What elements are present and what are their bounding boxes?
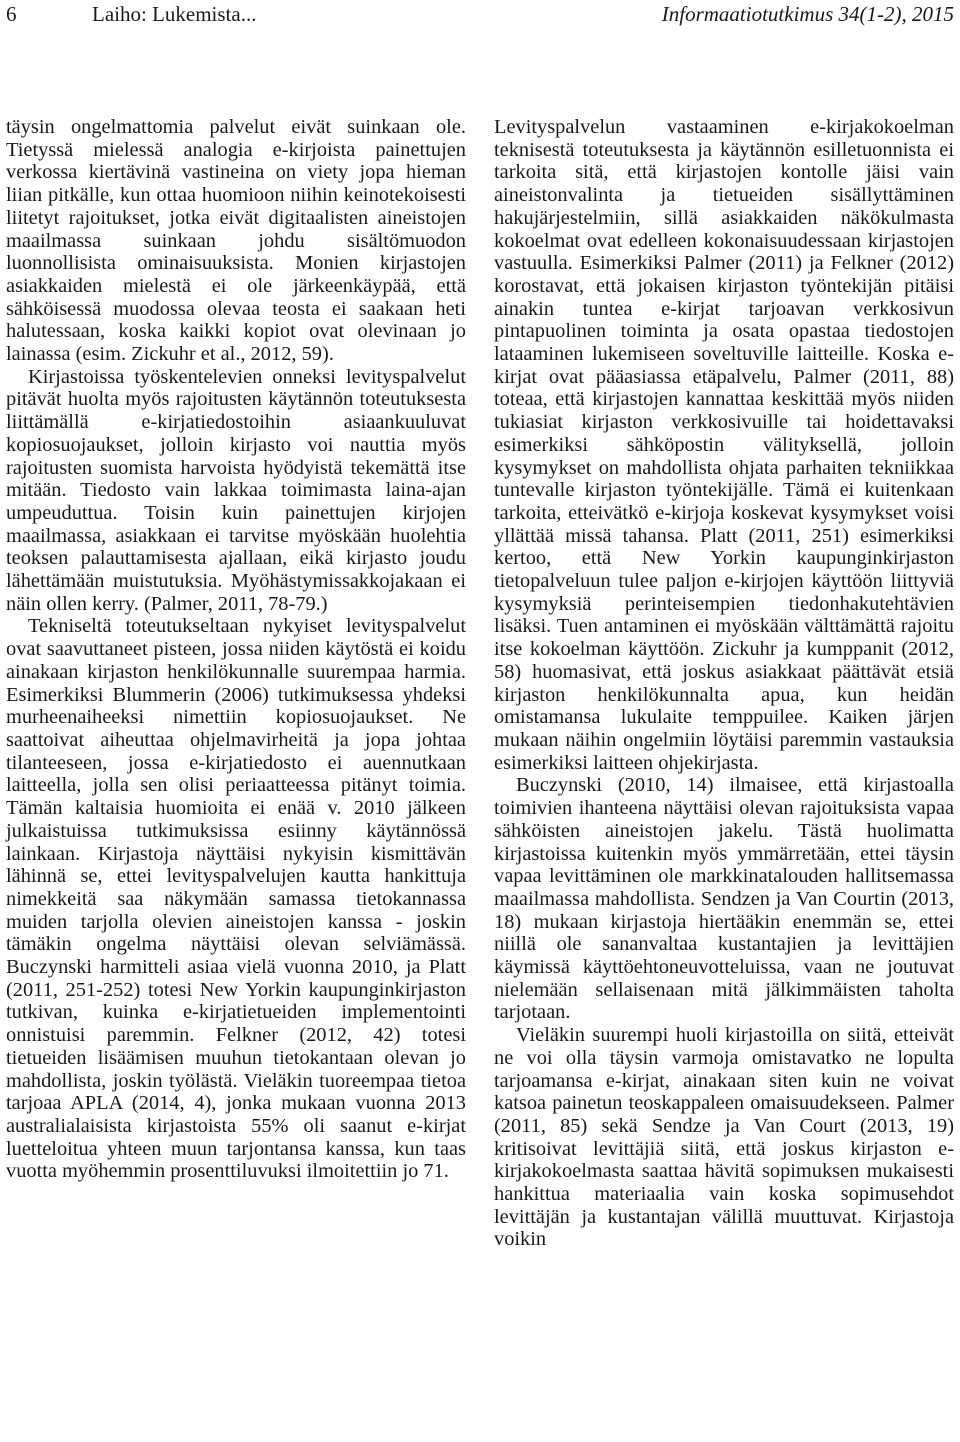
- body-columns: [6, 116, 954, 1251]
- paragraph: täysin ongelmattomia palvelut eivät suinkaan ole. Tietyssä mielessä analogia e-kirjoista painettujen verkossa kiertävinä vastineina on viety jopa hieman liian pitkälle, kun ottaa huomioon niihin keinotekoisesti liitetyt rajoitukset, jotka eivät digitaalisten aineistojen maailmassa suinkaan johdu sisältömuodon luonnollisista ominaisuuksista. Monien kirjastojen asiakkaiden mielestä ei ole järkeenkäypää, että sähköisessä muodossa olevaa teosta ei saakaan heti halutessaan, koska kaikki kopiot ovat olevinaan jo lainassa (esim. Zickuhr et al., 2012, 59).: [6, 116, 466, 366]
- paragraph: Kirjastoissa työskentelevien onneksi levityspalvelut pitävät huolta myös rajoitusten käytännön toteutuksesta liittämällä e-kirjatiedostoihin asiaankuuluvat kopiosuojaukset, jolloin kirjasto voi nauttia myös rajoitusten suomista harvoista hyödyistä tekemättä itse mitään. Tiedosto vain lakkaa toimimasta laina-ajan umpeuduttua. Toisin kuin painettujen kirjojen maailmassa, asiakkaan ei tarvitse myöskään huolehtia teoksen palauttamisesta ajallaan, eikä kirjasto joudu lähettämään muistutuksia. Myöhästymissakkojakaan ei näin ollen kerry. (Palmer, 2011, 78-79.): [6, 365, 466, 615]
- page-number: 6: [6, 2, 17, 26]
- paragraph: Levityspalvelun vastaaminen e-kirjakokoelman teknisestä toteutuksesta ja käytännön esilletuonnista ei tarkoita sitä, että kirjastojen kontolle jäisi vain aineistonvalinta ja tietueiden sisällyttäminen hakujärjestelmiin, sillä asiakkaiden näkökulmasta kokoelmat ovat edelleen kokonaisuudessaan kirjastojen vastuulla. Esimerkiksi Palmer (2011) ja Felkner (2012) korostavat, että jokaisen kirjaston työntekijän pitäisi ainakin tuntea e-kirjat tarjoavan verkkosivun pintapuolinen toiminta ja osata opastaa tiedostojen lataaminen lukemiseen soveltuville laitteille. Koska e-kirjat ovat pääasiassa etäpalvelu, Palmer (2011, 88) toteaa, että kirjastojen kannattaa keskittää myös niiden tukiasiat kirjaston verkkosivuille tai hoidettavaksi esimerkiksi sähköpostin välityksellä, jolloin kysymykset on mahdollista ohjata parhaiten tekniikkaa tuntevalle kirjaston työntekijälle. Tämä ei kuitenkaan tarkoita, etteivätkö e-kirjoja koskevat kysymykset voisi yllättää missä tahansa. Platt (2011, 251) esimerkiksi kertoo, että New Yorkin kaupunginkirjaston tietopalveluun tulee paljon e-kirjojen käyttöön liittyviä kysymyksiä perinteisempien tiedonhakutehtävien lisäksi. Tuen antaminen ei myöskään välttämättä rajoitu itse kokoelman käyttöön. Zickuhr ja kumppanit (2012, 58) huomasivat, että joskus asiakkaat päättävät etsiä kirjaston henkilökunnalta apua, kun heidän omistamansa lukulaite temppuilee. Kaiken järjen mukaan näihin ongelmiin löytäisi paremmin vastauksia esimerkiksi laitteen ohjekirjasta.: [494, 116, 954, 774]
- paragraph: Vieläkin suurempi huoli kirjastoilla on siitä, etteivät ne voi olla täysin varmoja omistavatko ne lopulta tarjoamansa e-kirjat, ainakaan siten kuin ne voivat katsoa painetun teoskappaleen omaisuudekseen. Palmer (2011, 85) sekä Sendze ja Van Court (2013, 19) kritisoivat levittäjiä siitä, että joskus kirjaston e-kirjakokoelmasta saattaa hävitä sopimuksen mukaisesti hankittua materiaalia vain koska sopimusehdot levittäjän ja kustantajan välillä muuttuvat. Kirjastoja voikin: [494, 1024, 954, 1251]
- left-column: [6, 116, 466, 1251]
- running-title: Laiho: Lukemista...: [92, 2, 257, 26]
- journal-info: Informaatiotutkimus 34(1-2), 2015: [661, 2, 954, 26]
- right-column: [494, 116, 954, 1251]
- page-header: [0, 0, 960, 36]
- paragraph: Tekniseltä toteutukseltaan nykyiset levityspalvelut ovat saavuttaneet pisteen, jossa niiden käytöstä ei koidu ainakaan kirjaston henkilökunnalle suurempaa harmia. Esimerkiksi Blummerin (2006) tutkimuksessa yhdeksi murheenaiheeksi nimettiin kopiosuojaukset. Ne saattoivat aiheuttaa ohjelmavirheitä ja jopa johtaa tilanteeseen, jossa e-kirjatiedosto ei auennutkaan laitteella, jolla sen olisi periaatteessa pitänyt toimia. Tämän kaltaisia huomioita ei enää v. 2010 jälkeen julkaistuissa tutkimuksissa esiinny käytännössä lainkaan. Kirjastoja näyttäisi nykyisin kismittävän lähinnä se, ettei levityspalvelujen kautta hankittuja nimekkeitä saa näkymään samassa tietokannassa muiden tarjolla olevien aineistojen kanssa - joskin tämäkin ongelma näyttäisi olevan selviämässä. Buczynski harmitteli asiaa vielä vuonna 2010, ja Platt (2011, 251-252) totesi New Yorkin kaupunginkirjaston tutkivan, kuinka e-kirjatietueiden implementointi onnistuisi paremmin. Felkner (2012, 42) totesi tietueiden lisäämisen muuhun tietokantaan olevan jo mahdollista, joskin työlästä. Vieläkin tuoreempaa tietoa tarjoaa APLA (2014, 4), jonka mukaan vuonna 2013 australialaisista kirjastoista 55% oli saanut e-kirjat luetteloitua yhteen muun tarjontansa kanssa, kun taas vuotta myöhemmin prosenttiluvuksi ilmoitettiin jo 71.: [6, 615, 466, 1183]
- paragraph: Buczynski (2010, 14) ilmaisee, että kirjastoalla toimivien ihanteena näyttäisi olevan rajoituksista vapaa sähköisten aineistojen jakelu. Tästä huolimatta kirjastoissa kuitenkin myös ymmärretään, ettei täysin vapaa levittäminen ole markkinatalouden hallitsemassa maailmassa mahdollista. Sendzen ja Van Courtin (2013, 18) mukaan kirjastoja hiertääkin enemmän se, ettei niillä ole sananvaltaa kustantajien ja levittäjien käymissä käyttöehtoneuvotteluissa, vaan ne joutuvat nielemään sellaisenaan mitä jälkimmäisten taholta tarjotaan.: [494, 774, 954, 1024]
